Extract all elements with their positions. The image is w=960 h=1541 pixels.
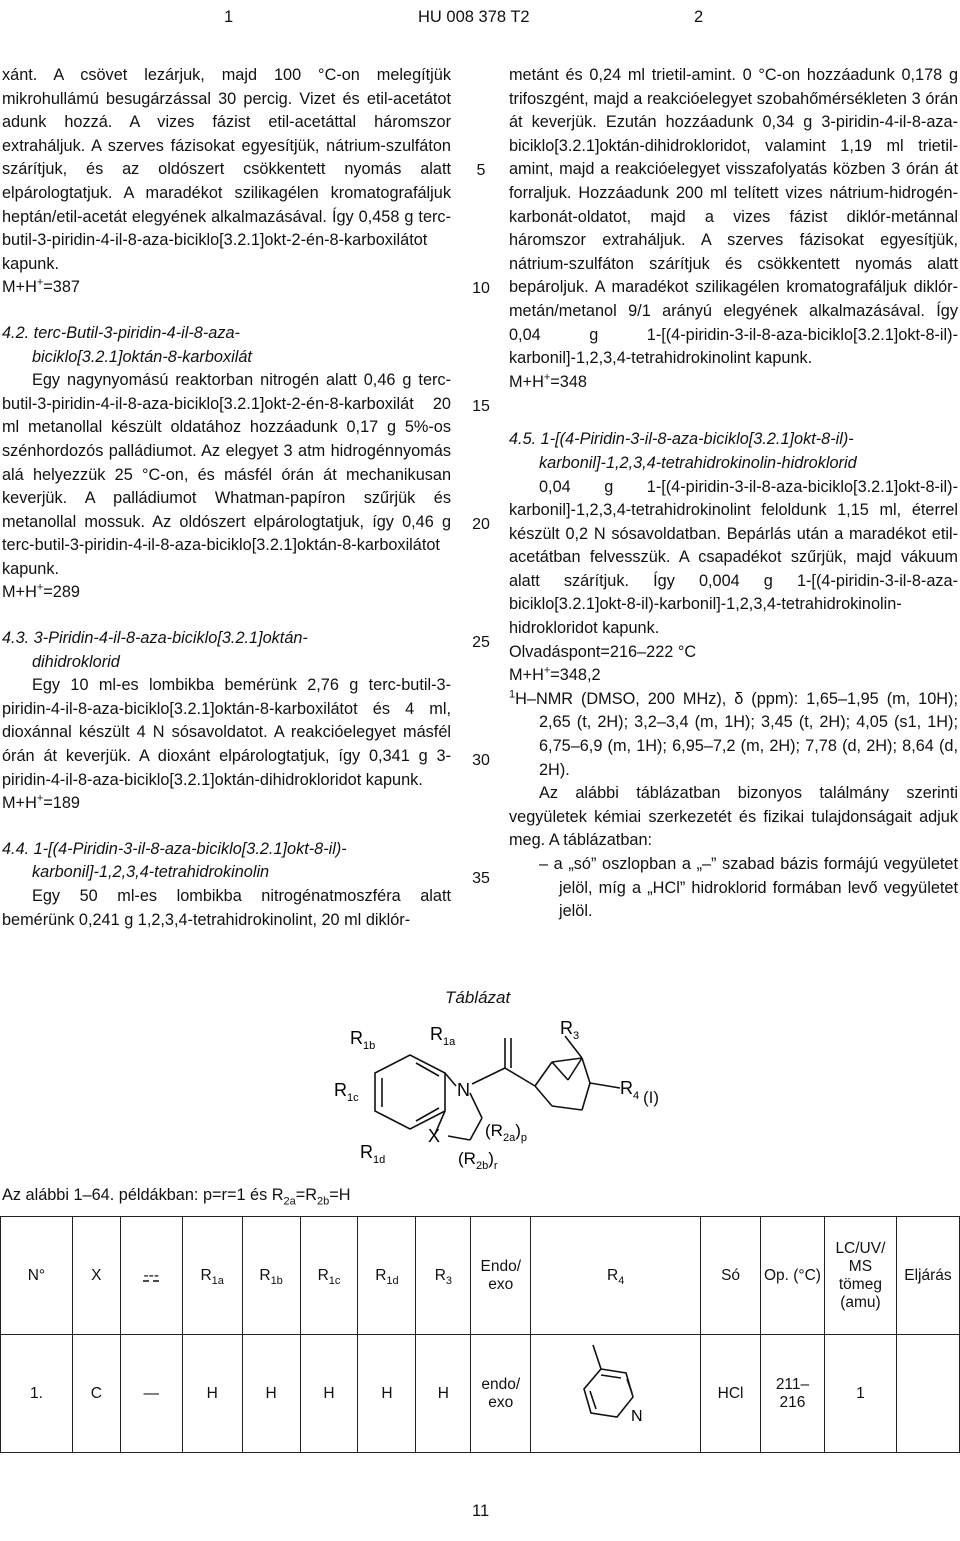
section-heading: 4.2. terc-Butil-3-piridin-4-il-8-aza- biciklo[3.2.1]oktán-8-karboxilát: [2, 323, 252, 366]
paragraph: Egy nagynyomású reaktorban nitrogén alatt 0,46 g terc-butil-3-piridin-4-il-8-aza-biciklo[3.2.1]okt-2-én-8-karboxilát 20 ml metanollal készült oldatához hozzáadunk 0,17 g 5%-os szénhordozós palládiumot. Az elegyet 3 atm hidrogénnyomás alá helyezzük 25 °C-on, és másfél órán át mechanikusan keverjük. A palládiumot Whatman-papíron szűrjük és metanollal mossuk. Az oldószert elpárologtatjuk, így 0,46 g terc-butil-3-piridin-4-il-8-aza-biciklo[3.2.1]oktán-8-karboxilátot kapunk.: [2, 371, 451, 578]
left-column: [2, 64, 451, 932]
table-cell: H: [358, 1335, 416, 1453]
line-number: 10: [472, 280, 490, 297]
r1d-label: $R_{1d}$: [360, 1142, 386, 1166]
r1b-label: $R_{1b}$: [350, 1028, 376, 1052]
pyridinyl-structure: [571, 1341, 661, 1441]
mass-spec: M+H+=348: [509, 371, 587, 391]
header-cell: LC/UV/ MS tömeg (amu): [824, 1217, 896, 1335]
paragraph: xánt. A csövet lezárjuk, majd 100 °C-on melegítjük mikrohullámú besugárzással 30 percig. Vizet és etil-acetátot adunk hozzá. A vizes fázist etil-acetáttal háromszor extraháljuk. A szerves fázisokat egyesítjük, nátrium-szulfáton szárítjuk, és az oldószert csökkentett nyomás alatt elpárologtatjuk. A maradékot szilikagélen kromatografáljuk heptán/etil-acetát elegyének alkalmazásával. Így 0,458 g terc-butil-3-piridin-4-il-8-aza-biciklo[3.2.1]okt-2-én-8-karboxilátot kapunk.: [2, 66, 451, 273]
r2a-label: $(R_{2a})_p$: [485, 1121, 527, 1144]
table-cell: —: [120, 1335, 182, 1453]
header-cell: $R_{1c}$: [300, 1217, 358, 1335]
header-cell: Op. (°C): [761, 1217, 825, 1335]
header-cell: ---: [120, 1217, 182, 1335]
melting-point: Olvadáspont=216–222 °C: [509, 642, 697, 661]
formula-label: (I): [643, 1088, 660, 1107]
table-cell: 1: [824, 1335, 896, 1453]
table-header-row: [1, 1217, 960, 1335]
footer-page-number: 11: [472, 1502, 490, 1520]
line-number: 30: [472, 752, 490, 769]
examples-note: Az alábbi 1–64. példákban: p=r=1 és $R_{2a}=R_{2b}=H$: [2, 1186, 351, 1208]
paragraph: 0,04 g 1-[(4-piridin-3-il-8-aza-biciklo[3.2.1]okt-8-il)-karbonil]-1,2,3,4-tetrahidrokinolint feloldunk 1,15 ml, éterrel készült 0,2 N sósavoldatban. Bepárlás után a maradékot etil-acetátban felvesszük. A csapadékot szűrjük, majd vákuum alatt szárítjuk. Így 0,004 g 1-[(4-piridin-3-il-8-aza-biciklo[3.2.1]okt-8-il)-karbonil]-1,2,3,4-tetrahidrokinolin-hidrokloridot kapunk.: [509, 477, 958, 638]
header-cell: $R_{1d}$: [358, 1217, 416, 1335]
page-number-right: 2: [694, 8, 704, 26]
section-heading: 4.3. 3-Piridin-4-il-8-aza-biciklo[3.2.1]oktán- dihidroklorid: [2, 629, 308, 671]
nmr-data: $^1$H–NMR (DMSO, 200 MHz), δ (ppm): 1,65–1,95 (m, 10H); 2,65 (t, 2H); 3,2–3,4 (m, 1H); 3,45 (t, 2H); 4,05 (s1, 1H); 6,75–6,9 (m, 1H); 6,95–7,2 (m, 2H); 7,78 (d, 2H); 8,64 (d, 2H).: [509, 688, 958, 779]
header-cell: Só: [701, 1217, 761, 1335]
table-cell: endo/ exo: [471, 1335, 531, 1453]
table-cell: H: [182, 1335, 242, 1453]
table-cell: H: [242, 1335, 300, 1453]
header-cell: Eljárás: [896, 1217, 959, 1335]
header-cell: X: [72, 1217, 120, 1335]
line-number: 35: [472, 870, 490, 887]
table-caption: Táblázat: [445, 988, 511, 1007]
line-number: 20: [472, 516, 490, 533]
header-cell: $R_{1a}$: [182, 1217, 242, 1335]
bullet-item: – a „só” oszlopban a „–” szabad bázis formájú vegyületet jelöl, míg a „HCl” hidroklorid formában levő vegyületet jelöl.: [539, 855, 958, 921]
x-atom: X: [428, 1126, 441, 1146]
table-cell: [896, 1335, 959, 1453]
r2b-label: $(R_{2b})_r$: [458, 1149, 498, 1172]
paragraph: Egy 50 ml-es lombikba nitrogénatmoszféra alatt bemérünk 0,241 g 1,2,3,4-tetrahidrokinolint, 20 ml diklór-: [2, 887, 451, 929]
mass-spec: M+H+=289: [2, 582, 80, 602]
line-number: 15: [472, 398, 490, 415]
r4-label: $R_4$: [620, 1078, 640, 1102]
header-cell: N°: [1, 1217, 73, 1335]
line-number: 5: [476, 162, 486, 179]
table-cell-structure: [531, 1335, 701, 1453]
patent-number: HU 008 378 T2: [418, 8, 530, 26]
header-cell: $R_4$: [531, 1217, 701, 1335]
header-cell: $R_3$: [416, 1217, 471, 1335]
r3-label: $R_3$: [560, 1018, 580, 1042]
mass-spec: M+H+=387: [2, 276, 80, 297]
section-heading: 4.5. 1-[(4-Piridin-3-il-8-aza-biciklo[3.2.1]okt-8-il)- karbonil]-1,2,3,4-tetrahidrokinolin-hidroklorid: [509, 430, 857, 472]
section-heading: 4.4. 1-[(4-Piridin-3-il-8-aza-biciklo[3.2.1]okt-8-il)- karbonil]-1,2,3,4-tetrahidrokinolin: [2, 839, 347, 882]
table-cell: 211–216: [761, 1335, 825, 1453]
header-cell: $R_{1b}$: [242, 1217, 300, 1335]
paragraph: Egy 10 ml-es lombikba bemérünk 2,76 g terc-butil-3-piridin-4-il-8-aza-biciklo[3.2.1]oktán-8-karboxilátot és 4 ml, dioxánnal készült 4 N sósavoldatot. A reakcióelegyet másfél órán át keverjük. A dioxánt elpárologtatjuk, így 0,341 g 3-piridin-4-il-8-aza-biciklo[3.2.1]oktán-dihidrokloridot kapunk.: [2, 676, 451, 789]
nitrogen-atom: N: [457, 1080, 470, 1100]
right-column: [509, 64, 958, 924]
page-number-left: 1: [224, 8, 234, 26]
paragraph: Az alábbi táblázatban bizonyos találmány szerinti vegyületek kémiai szerkezetét és fizikai tulajdonságait adjuk meg. A táblázatban:: [509, 784, 958, 850]
paragraph: metánt és 0,24 ml trietil-amint. 0 °C-on hozzáadunk 0,178 g trifoszgént, majd a reakcióelegyet szobahőmérsékleten 3 órán át keverjük. Ezután hozzáadunk 0,34 g 3-piridin-4-il-8-aza-biciklo[3.2.1]oktán-dihidrokloridot, valamint 1,19 ml trietil-amint, majd a reakcióelegyet visszafolyatás közben 3 órán át forraljuk. Hozzáadunk 200 ml telített vizes nátrium-hidrogén-karbonát-oldatot, majd a vizes fázist diklór-metánnal háromszor extraháljuk. A szerves fázisokat egyesítjük, nátrium-szulfáton szárítjuk és csökkentett nyomás alatt bepároljuk. A maradékot szilikagélen kromatografáljuk diklór-metán/metanol 9/1 arányú elegyének alkalmazásával. Így 0,04 g 1-[(4-piridin-3-il-8-aza-biciklo[3.2.1]okt-8-il)-karbonil]-1,2,3,4-tetrahidrokinolint kapunk.: [509, 66, 958, 368]
table-cell: C: [72, 1335, 120, 1453]
table-cell: 1.: [1, 1335, 73, 1453]
chemical-structure: [320, 1018, 650, 1173]
table-cell: HCl: [701, 1335, 761, 1453]
compound-table: [0, 1216, 960, 1453]
header-cell: Endo/ exo: [471, 1217, 531, 1335]
r1a-label: $R_{1a}$: [430, 1024, 456, 1048]
r1c-label: $R_{1c}$: [334, 1080, 359, 1104]
table-cell: H: [416, 1335, 471, 1453]
table-row: [1, 1335, 960, 1453]
line-number: 25: [472, 634, 490, 651]
mass-spec: M+H+=189: [2, 792, 80, 813]
table-cell: H: [300, 1335, 358, 1453]
svg-text:N: N: [630, 1408, 643, 1425]
mass-spec: M+H+=348,2: [509, 664, 601, 685]
